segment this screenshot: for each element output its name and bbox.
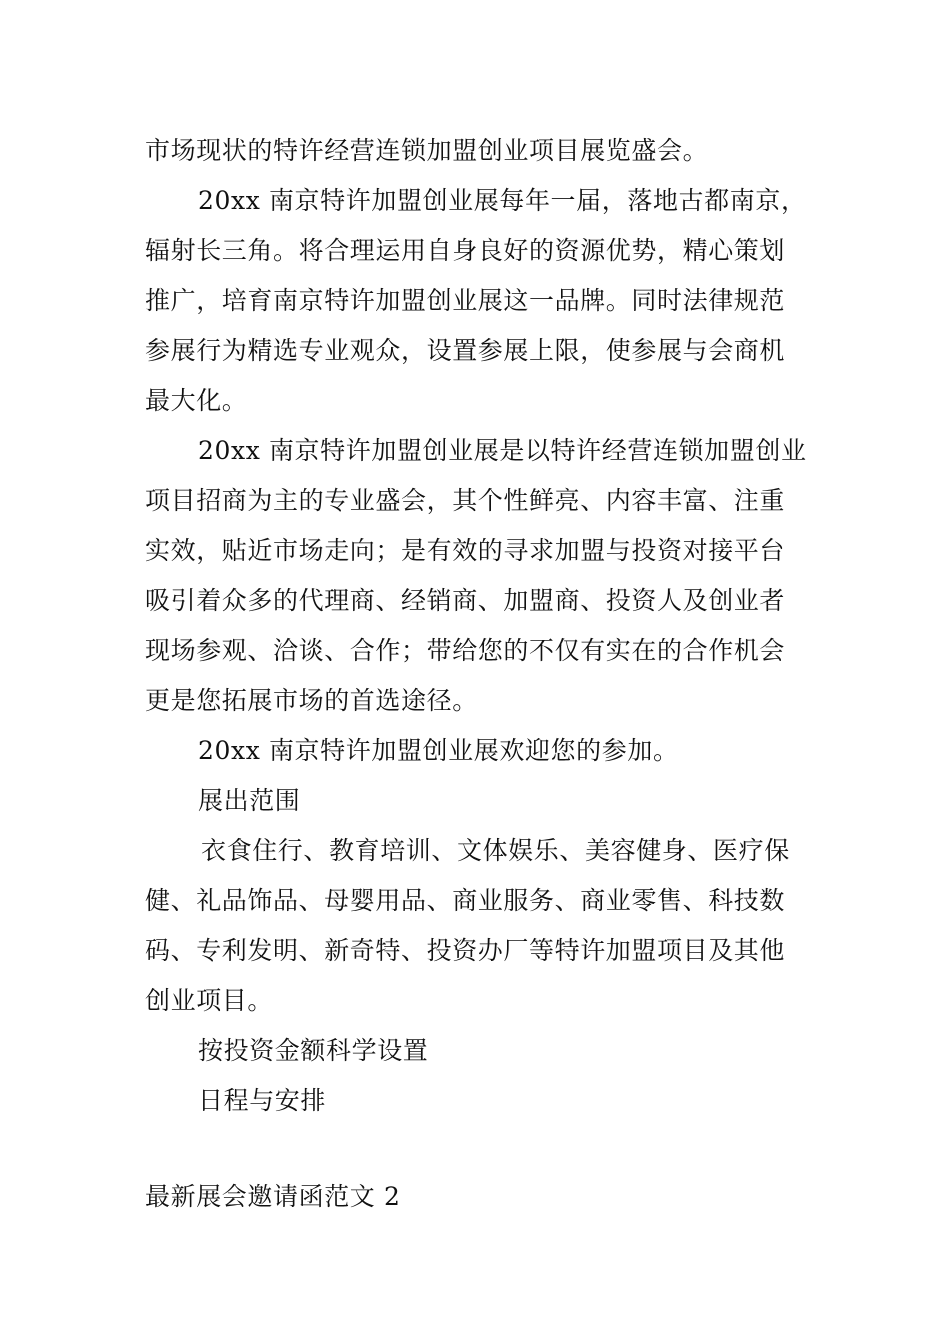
text-line: 吸引着众多的代理商、经销商、加盟商、投资人及创业者 — [145, 586, 786, 615]
text-line: 衣食住行、教育培训、文体娱乐、美容健身、医疗保 — [201, 836, 790, 865]
text-line: 20xx 南京特许加盟创业展每年一届，落地古都南京， — [198, 186, 807, 215]
section-title: 最新展会邀请函范文 2 — [145, 1182, 401, 1211]
text-line: 展出范围 — [198, 786, 301, 815]
text-line: 更是您拓展市场的首选途径。 — [145, 686, 478, 715]
text-line: 辐射长三角。将合理运用自身良好的资源优势，精心策划 — [145, 236, 786, 265]
heading-schedule — [145, 1076, 810, 1126]
paragraph-intro-end — [145, 126, 810, 176]
text-line: 参展行为精选专业观众，设置参展上限，使参展与会商机 — [145, 336, 786, 365]
text-line: 实效，贴近市场走向；是有效的寻求加盟与投资对接平台 — [145, 536, 786, 565]
paragraph-exhibition-overview — [145, 176, 810, 426]
text-line: 现场参观、洽谈、合作；带给您的不仅有实在的合作机会 — [145, 636, 786, 665]
text-line: 码、专利发明、新奇特、投资办厂等特许加盟项目及其他 — [145, 936, 786, 965]
text-line: 日程与安排 — [198, 1086, 327, 1115]
text-line: 市场现状的特许经营连锁加盟创业项目展览盛会。 — [145, 136, 709, 165]
text-line: 按投资金额科学设置 — [198, 1036, 429, 1065]
paragraph-exhibit-scope — [145, 826, 810, 1026]
paragraph-welcome — [145, 726, 810, 776]
text-line: 最大化。 — [145, 386, 248, 415]
document-page — [145, 126, 810, 1222]
text-line: 20xx 南京特许加盟创业展欢迎您的参加。 — [198, 736, 679, 765]
text-line: 健、礼品饰品、母婴用品、商业服务、商业零售、科技数 — [145, 886, 786, 915]
text-line: 20xx 南京特许加盟创业展是以特许经营连锁加盟创业 — [198, 436, 807, 465]
heading-exhibit-scope — [145, 776, 810, 826]
paragraph-exhibition-features — [145, 426, 810, 726]
paragraph-investment-setting — [145, 1026, 810, 1076]
text-line: 创业项目。 — [145, 986, 274, 1015]
text-line: 推广，培育南京特许加盟创业展这一品牌。同时法律规范 — [145, 286, 786, 315]
text-line: 项目招商为主的专业盛会，其个性鲜亮、内容丰富、注重 — [145, 486, 786, 515]
section-gap — [145, 1126, 810, 1172]
